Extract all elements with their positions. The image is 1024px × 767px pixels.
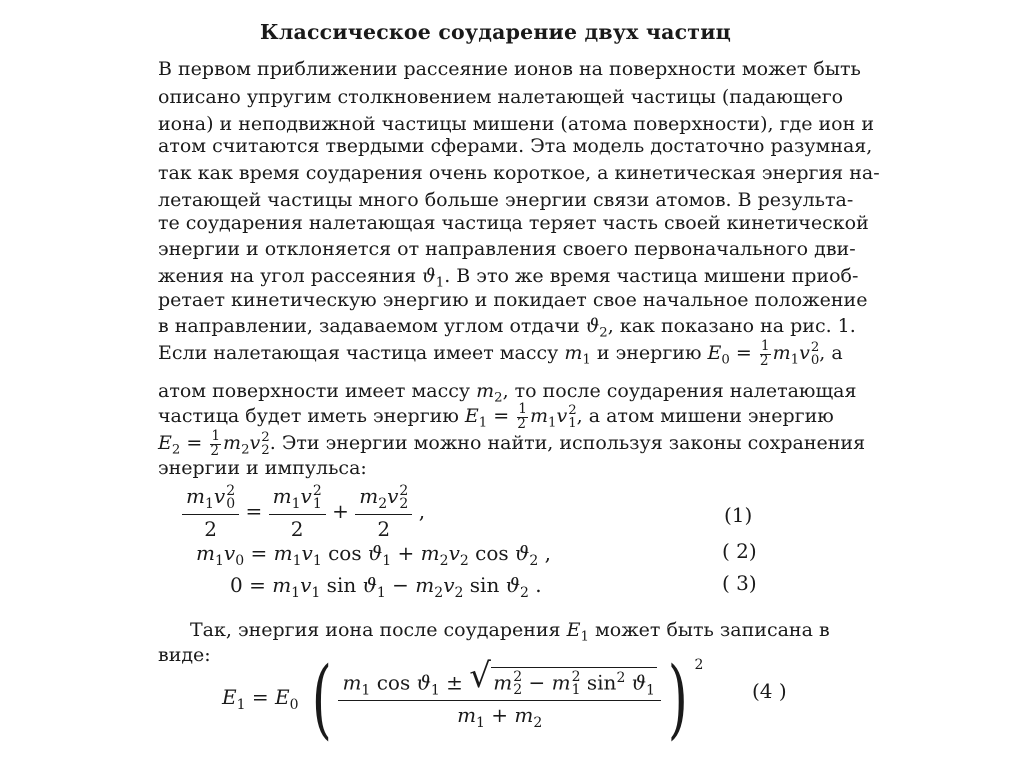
text-line-16: энергии и импульса: <box>158 457 367 479</box>
equation-2-number: ( 2) <box>722 539 757 563</box>
text-line-12 <box>158 338 843 374</box>
page-title: Классическое соударение двух частиц <box>260 20 731 44</box>
text-line-10: ретает кинетическую энергию и покидает свое начальное положение <box>158 289 868 311</box>
equation-4: $E_1 = E_0$ ( $m_1$ $\cos ϑ_1$ ± √ m 2 2 − m 2 1 $\sin^2 ϑ_1$ $m_1 + m_2$ ) $^2$ <box>222 649 704 749</box>
text-line-14-start: частица будет иметь энергию <box>158 405 459 427</box>
equation-1: $m_1v$ 2 0 2 = $m_1v$ 2 1 2 + $m_2v$ 2 2 2 , <box>182 484 425 541</box>
math-E1: $E_1$ <box>566 619 589 645</box>
math-m2: $m_2$ <box>476 380 503 406</box>
math-E1-def: $E_1$ = $\frac{1}{2}$ $m_1v$ 2 1 <box>464 401 577 433</box>
text-line-15-end: . Эти энергии можно найти, используя законы сохранения <box>269 432 866 454</box>
text-line-17-start: Так, энергия иона после соударения <box>190 619 561 641</box>
text-line-2: описано упругим столкновением налетающей частицы (падающего <box>158 86 844 108</box>
text-line-5: так как время соударения очень короткое, а кинетическая энергия на- <box>158 162 880 184</box>
text-line-14-end: , а атом мишени энергию <box>576 405 834 427</box>
text-line-4: атом считаются твердыми сферами. Эта модель достаточно разумная, <box>158 135 873 157</box>
text-line-1: В первом приближении рассеяние ионов на поверхности может быть <box>158 58 861 80</box>
equation-1-number: (1) <box>724 503 753 527</box>
math-E0-def: $E_0$ = $\frac{1}{2}$ $m_1v$ 2 0 <box>707 338 820 370</box>
text-line-3: иона) и неподвижной частицы мишени (атома поверхности), где ион и <box>158 113 874 135</box>
equation-2: $m_1v_0 = m_1v_1$ $\cos ϑ_1 + m_2v_2$ $\cos ϑ_2$ , <box>196 541 551 569</box>
text-line-6: летающей частицы много больше энергии связи атомов. В результа- <box>158 189 854 211</box>
math-m1: $m_1$ <box>564 342 591 368</box>
text-line-17-end: может быть записана в <box>594 619 830 641</box>
text-line-11-end: , как показано на рис. 1. <box>607 315 856 337</box>
equation-4-number: (4 ) <box>752 679 787 703</box>
text-line-8: энергии и отклоняется от направления своего первоначального дви- <box>158 238 856 260</box>
text-line-18: виде: <box>158 644 211 666</box>
text-line-9-start: жения на угол рассеяния <box>158 265 417 287</box>
text-line-12-mid: и энергию <box>596 342 702 364</box>
math-theta1: $ϑ_1$ <box>422 265 445 291</box>
math-E2-def: $E_2$ = $\frac{1}{2}$ $m_2v$ 2 2 <box>158 428 270 460</box>
text-line-13-end: , то после соударения налетающая <box>502 380 857 402</box>
equation-3-number: ( 3) <box>722 571 757 595</box>
text-line-12-start: Если налетающая частица имеет массу <box>158 342 559 364</box>
text-line-12-end: , а <box>819 342 843 364</box>
text-line-9-end: . В это же время частица мишени приоб- <box>444 265 859 287</box>
equation-3: $0 = m_1v_1$ $\sin ϑ_1 - m_2v_2$ $\sin ϑ_2$ . <box>230 573 542 601</box>
math-theta2: $ϑ_2$ <box>585 315 608 341</box>
text-line-11-start: в направлении, задаваемом углом отдачи <box>158 315 580 337</box>
text-line-13-start: атом поверхности имеет массу <box>158 380 471 402</box>
text-line-7: те соударения налетающая частица теряет часть своей кинетической <box>158 212 869 234</box>
